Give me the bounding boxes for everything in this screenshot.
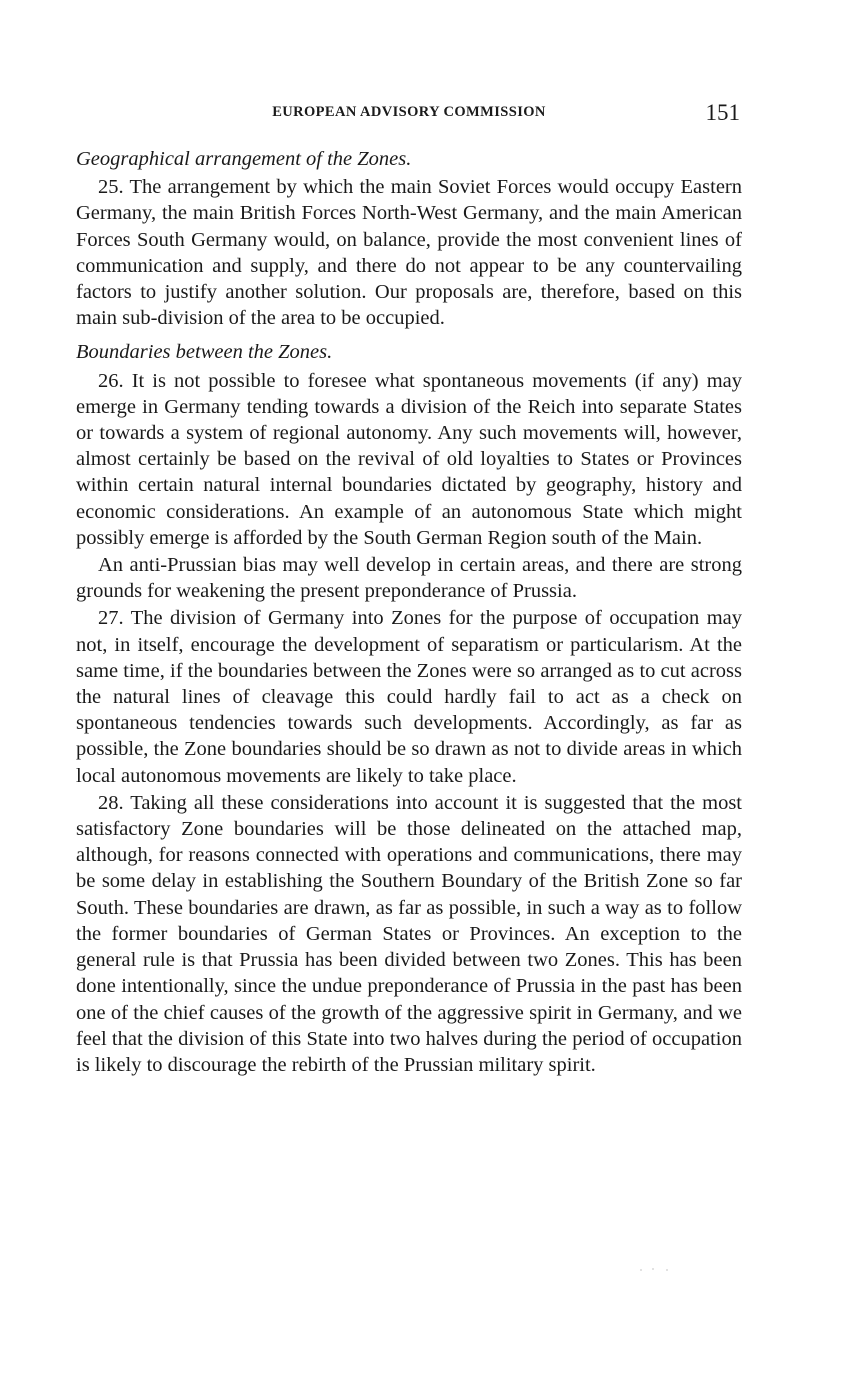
paragraph-26: 26. It is not possible to foresee what spontaneous movements (if any) may emerge in Germany tending towards a division of the Reich into separate States or towards a system of regional autonomy. Any such movements will, however, almost certainly be based on the revival of old loyalties to States or Provinces within certain natural internal boundaries dictated by geography, history and economic considerations. An example of an autonomous State which might possibly emerge is afforded by the South German Region south of the Main. (76, 369, 742, 549)
section-heading-geographical-arrangement: Geographical arrangement of the Zones. (76, 148, 412, 170)
page-body (76, 146, 742, 1078)
paragraph-25: 25. The arrangement by which the main Soviet Forces would occupy Eastern Germany, the main British Forces North-West Germany, and the main American Forces South Germany would, on balance, provide the most convenient lines of communication and supply, and there do not appear to be any countervailing factors to justify another solution. Our proposals are, therefore, based on this main sub-division of the area to be occupied. (76, 176, 742, 330)
page-number: 151 (705, 100, 740, 125)
running-head (76, 100, 742, 128)
paragraph-anti-prussian-bias: An anti-Prussian bias may well develop in certain areas, and there are strong grounds for weakening the present preponderance of Prussia. (76, 554, 742, 603)
section-heading-boundaries: Boundaries between the Zones. (76, 341, 333, 364)
paragraph-27: 27. The division of Germany into Zones for the purpose of occupation may not, in itself, encourage the development of separatism or particularism. At the same time, if the boundaries between the Zones were so arranged as to cut across the natural lines of cleavage this could hardly fail to act as a check on spontaneous tendencies towards such developments. Accordingly, as far as possible, the Zone boundaries should be so drawn as not to divide areas in which local autonomous movements are likely to take place. (76, 607, 742, 787)
scan-smudge (640, 1268, 670, 1271)
running-title: EUROPEAN ADVISORY COMMISSION (272, 104, 546, 120)
paragraph-28: 28. Taking all these considerations into account it is suggested that the most satisfactory Zone boundaries will be those delineated on the attached map, although, for reasons connected with operations and communications, there may be some delay in establishing the Southern Boundary of the British Zone so far South. These boundaries are drawn, as far as possible, in such a way as to follow the former boundaries of German States or Provinces. An exception to the general rule is that Prussia has been divided between two Zones. This has been done intentionally, since the undue preponderance of Prussia in the past has been one of the chief causes of the growth of the aggressive spirit in Germany, and we feel that the division of this State into two halves during the period of occupation is likely to discourage the rebirth of the Prussian military spirit. (76, 791, 742, 1076)
